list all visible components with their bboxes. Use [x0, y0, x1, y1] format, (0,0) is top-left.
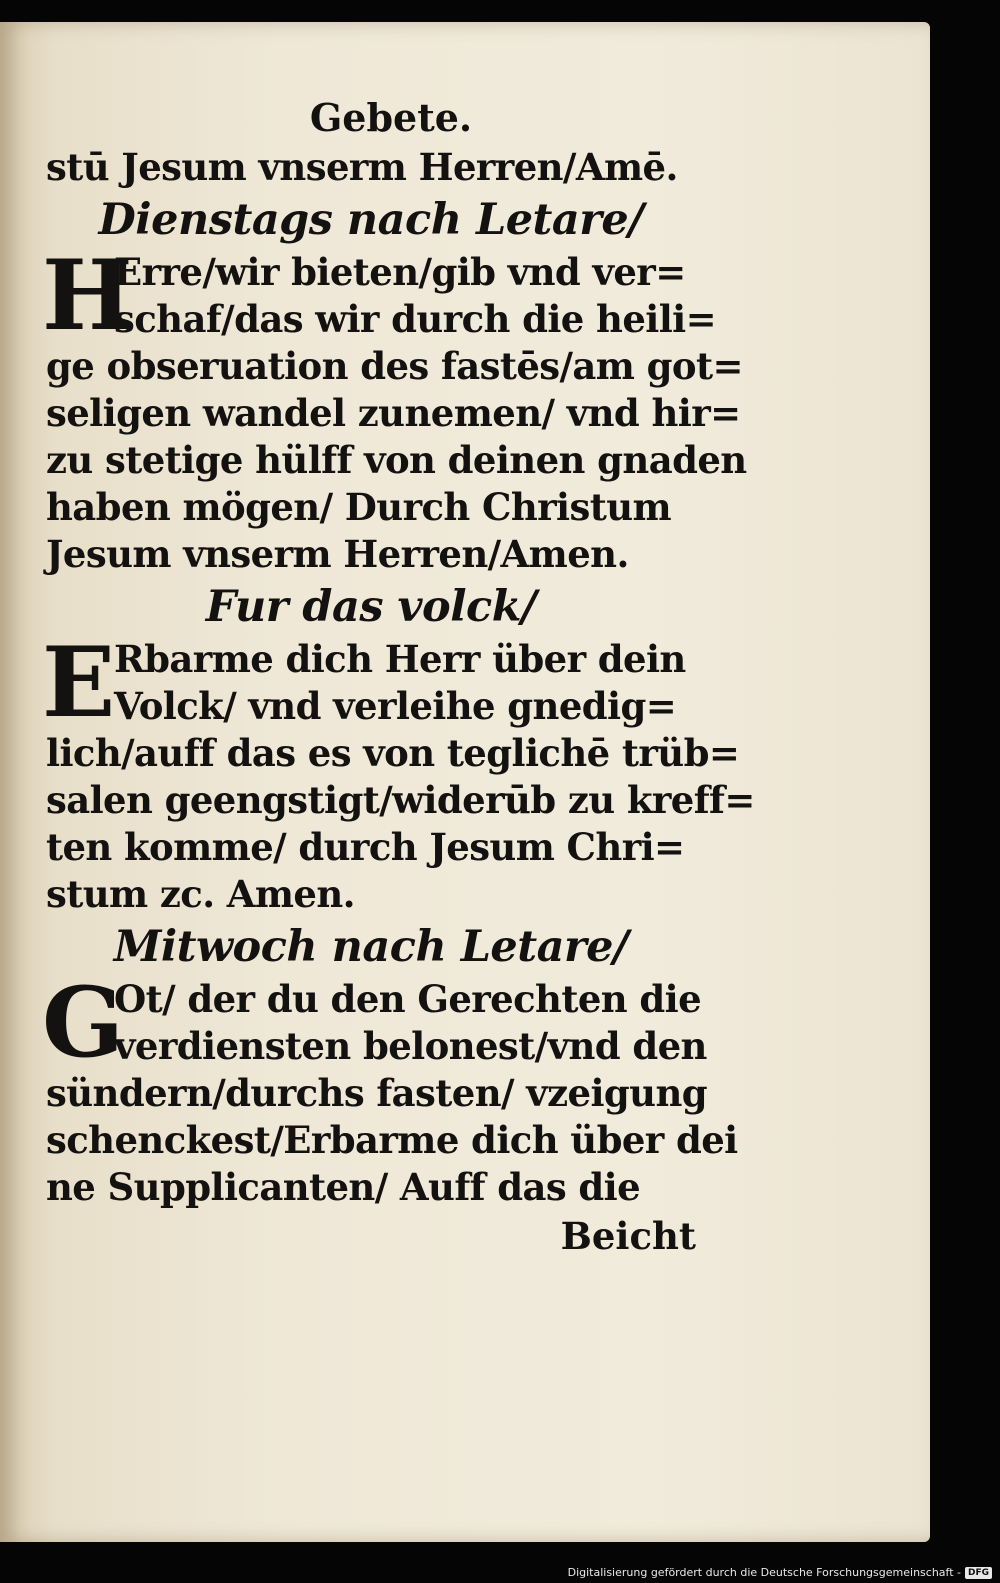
text-line: schenckest/Erbarme dich über dei: [46, 1118, 738, 1162]
credit-text: Digitalisierung gefördert durch die Deutsche Forschungsgemeinschaft -: [567, 1566, 961, 1579]
opening-line: stū Jesum vnserm Herren/Amē.: [46, 145, 678, 189]
running-head: Gebete.: [309, 95, 473, 140]
drop-initial: G: [42, 966, 124, 1079]
drop-initial: H: [42, 239, 133, 352]
prayer-paragraph-dienstags: [42, 239, 747, 578]
prayer-paragraph-volck: [42, 626, 755, 918]
catchword: Beicht: [560, 1214, 696, 1258]
text-line: verdiensten belonest/vnd den: [114, 1024, 707, 1068]
text-line: Erre/wir bieten/gib vnd ver=: [114, 250, 686, 294]
text-line: schaf/das wir durch die heili=: [114, 297, 717, 341]
text-line: ge obseruation des fastēs/am got=: [46, 344, 743, 388]
text-line: ten komme/ durch Jesum Chri=: [46, 825, 685, 869]
section-heading-mitwoch: Mitwoch nach Letare/: [113, 922, 629, 972]
text-line: Volck/ vnd verleihe gnedig=: [114, 684, 677, 728]
text-line: Rbarme dich Herr über dein: [114, 637, 686, 681]
text-line: stum zc. Amen.: [46, 872, 355, 916]
section-heading-dienstags: Dienstags nach Letare/: [98, 195, 644, 245]
text-line: ne Supplicanten/ Auff das die: [46, 1165, 641, 1209]
prayer-paragraph-mitwoch: [42, 966, 738, 1211]
text-line: sündern/durchs fasten/ vzeigung: [46, 1071, 708, 1115]
text-line: zu stetige hülff von deinen gnaden: [46, 438, 747, 482]
drop-initial: E: [42, 626, 116, 739]
dfg-logo: DFG: [965, 1567, 992, 1579]
text-line: Jesum vnserm Herren/Amen.: [46, 532, 629, 576]
text-line: seligen wandel zunemen/ vnd hir=: [46, 391, 741, 435]
text-line: haben mögen/ Durch Christum: [46, 485, 672, 529]
text-line: lich/auff das es von teglichē trüb=: [46, 731, 740, 775]
text-line: salen geengstigt/widerūb zu kreff=: [46, 778, 755, 822]
page-text-block: [42, 92, 755, 1261]
text-line: Ot/ der du den Gerechten die: [114, 977, 702, 1021]
section-heading-volck: Fur das volck/: [205, 582, 537, 632]
digitization-credit: [568, 1566, 992, 1579]
